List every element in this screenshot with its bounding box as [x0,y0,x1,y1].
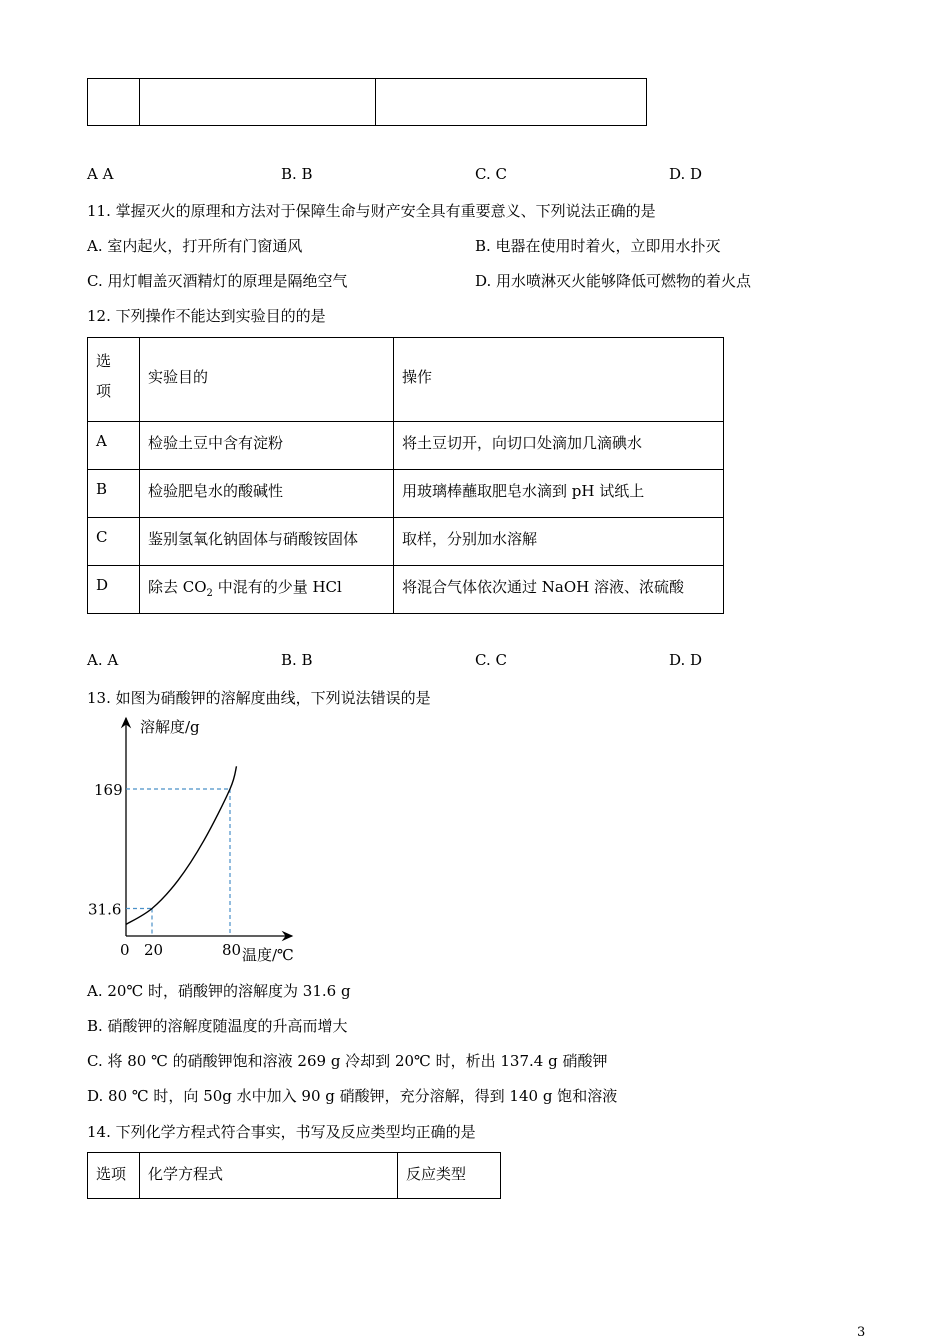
row-op: 取样，分别加水溶解 [394,518,724,566]
x-axis-label: 温度/℃ [242,946,294,964]
header-option-text: 选项 [96,352,112,400]
table-cell [376,79,647,126]
table-row [88,470,724,518]
table-header-row [88,338,724,422]
q10-option-c: C. C [475,165,507,183]
chart-axes [126,718,292,936]
page-number: 3 [857,1325,866,1340]
table-header-option [88,338,140,422]
q10-option-a: A A [87,165,114,183]
chart-labels [88,718,294,964]
q12-option-c: C. C [475,651,507,669]
q10-table-remnant [87,78,647,126]
y-tick-label: 31.6 [88,900,122,919]
row-option: C [88,518,140,566]
row-op: 将土豆切开，向切口处滴加几滴碘水 [394,422,724,470]
q14-table [87,1152,501,1199]
q12-option-b: B. B [281,651,313,669]
x-tick-label: 20 [144,941,164,959]
solubility-curve [126,766,237,924]
q11-option-b: B. 电器在使用时着火，立即用水扑灭 [475,237,721,255]
goal-subscript: 2 [206,588,213,599]
chart-guides [126,789,230,936]
row-goal: 检验肥皂水的酸碱性 [140,470,394,518]
row-op: 用玻璃棒蘸取肥皂水滴到 pH 试纸上 [394,470,724,518]
chart-curve [126,766,237,924]
x-tick-label: 80 [222,941,242,959]
q14-stem: 14. 下列化学方程式符合事实，书写及反应类型均正确的是 [87,1123,476,1141]
row-op: 将混合气体依次通过 NaOH 溶液、浓硫酸 [394,566,724,614]
row-option: D [88,566,140,614]
q12-option-a: A. A [87,651,119,669]
row-goal: 鉴别氢氧化钠固体与硝酸铵固体 [140,518,394,566]
q11-option-c: C. 用灯帽盖灭酒精灯的原理是隔绝空气 [87,272,348,290]
q11-option-a: A. 室内起火，打开所有门窗通风 [87,237,303,255]
goal-post: 中混有的少量 HCl [212,578,342,596]
q13-option-a: A. 20℃ 时，硝酸钾的溶解度为 31.6 g [87,982,351,1000]
y-tick-label: 169 [94,780,123,799]
table-row [88,422,724,470]
table-row [88,518,724,566]
table-cell [88,79,140,126]
q13-option-b: B. 硝酸钾的溶解度随温度的升高而增大 [87,1017,348,1035]
solubility-chart [80,712,320,968]
q10-option-d: D. D [669,165,703,183]
q11-stem: 11. 掌握灭火的原理和方法对于保障生命与财产安全具有重要意义、下列说法正确的是 [87,202,656,220]
row-goal: 检验土豆中含有淀粉 [140,422,394,470]
x-tick-label: 0 [120,941,130,959]
q13-option-d: D. 80 ℃ 时，向 50g 水中加入 90 g 硝酸钾，充分溶解，得到 140 g 饱和溶液 [87,1087,618,1105]
table-row [88,566,724,614]
table-header-row [88,1153,501,1199]
q12-option-d: D. D [669,651,703,669]
q11-option-d: D. 用水喷淋灭火能够降低可燃物的着火点 [475,272,752,290]
q12-stem: 12. 下列操作不能达到实验目的的是 [87,307,326,325]
q10-option-b: B. B [281,165,313,183]
table-header-equation: 化学方程式 [140,1153,398,1199]
q13-option-c: C. 将 80 ℃ 的硝酸钾饱和溶液 269 g 冷却到 20℃ 时，析出 137.4 g 硝酸钾 [87,1052,608,1070]
row-option: A [88,422,140,470]
goal-pre: 除去 CO [148,578,207,596]
row-goal [140,566,394,614]
table-header-goal: 实验目的 [140,338,394,422]
table-header-op: 操作 [394,338,724,422]
table-header-option: 选项 [88,1153,140,1199]
q13-stem: 13. 如图为硝酸钾的溶解度曲线，下列说法错误的是 [87,689,431,707]
y-axis-label: 溶解度/g [140,718,200,736]
table-cell [140,79,376,126]
q12-table [87,337,724,614]
row-option: B [88,470,140,518]
table-header-type: 反应类型 [398,1153,501,1199]
